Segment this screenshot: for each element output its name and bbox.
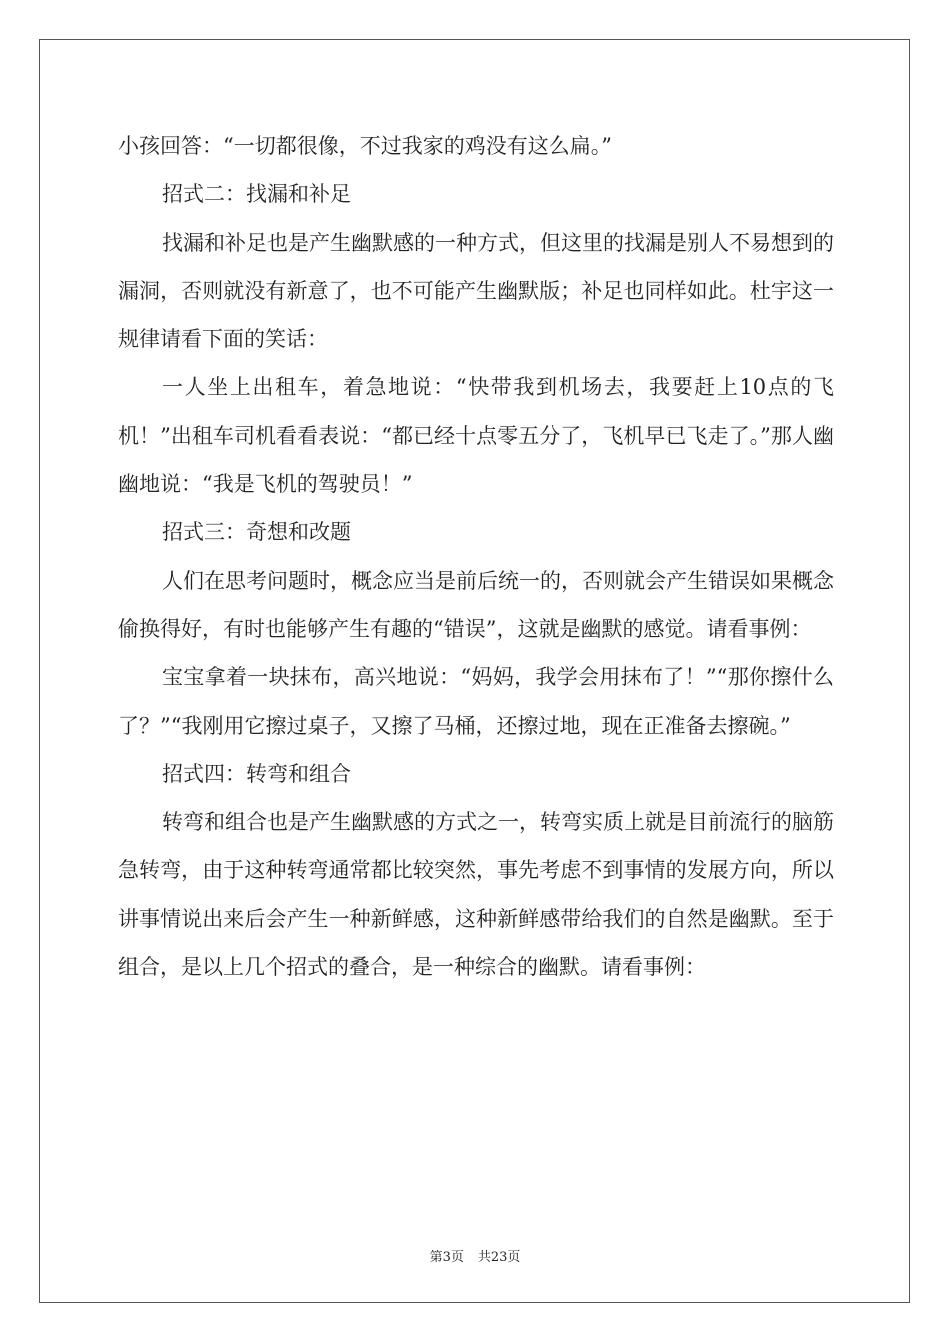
- paragraph: 宝宝拿着一块抹布，高兴地说：“妈妈，我学会用抹布了！”“那你擦什么了？”“我刚用它擦过桌子，又擦了马桶，还擦过地，现在正准备去擦碗。”: [118, 665, 834, 738]
- page-number: 第3页: [429, 1250, 464, 1265]
- paragraph: 一人坐上出租车，着急地说：“快带我到机场去，我要赶上10点的飞机！”出租车司机看看表说：“都已经十点零五分了，飞机早已飞走了。”那人幽幽地说：“我是飞机的驾驶员！”: [118, 375, 834, 497]
- section-heading: 招式三：奇想和改题: [162, 520, 351, 545]
- paragraph: 小孩回答：“一切都很像，不过我家的鸡没有这么扁。”: [118, 134, 612, 158]
- page-total: 共23页: [477, 1250, 521, 1265]
- section-heading: 招式二：找漏和补足: [162, 182, 351, 207]
- page-footer: [0, 1246, 950, 1265]
- paragraph: 转弯和组合也是产生幽默感的方式之一，转弯实质上就是目前流行的脑筋急转弯，由于这种转弯通常都比较突然，事先考虑不到事情的发展方向，所以讲事情说出来后会产生一种新鲜感，这种新鲜感带给我们的自然是幽默。至于组合，是以上几个招式的叠合，是一种综合的幽默。请看事例：: [118, 810, 834, 980]
- section-heading: 招式四：转弯和组合: [162, 761, 351, 786]
- paragraph: 人们在思考问题时，概念应当是前后统一的，否则就会产生错误如果概念偷换得好，有时也能够产生有趣的“错误”，这就是幽默的感觉。请看事例：: [118, 568, 834, 641]
- paragraph: 找漏和补足也是产生幽默感的一种方式，但这里的找漏是别人不易想到的漏洞，否则就没有新意了，也不可能产生幽默版；补足也同样如此。杜宇这一规律请看下面的笑话：: [118, 230, 834, 352]
- document-body: [118, 122, 834, 991]
